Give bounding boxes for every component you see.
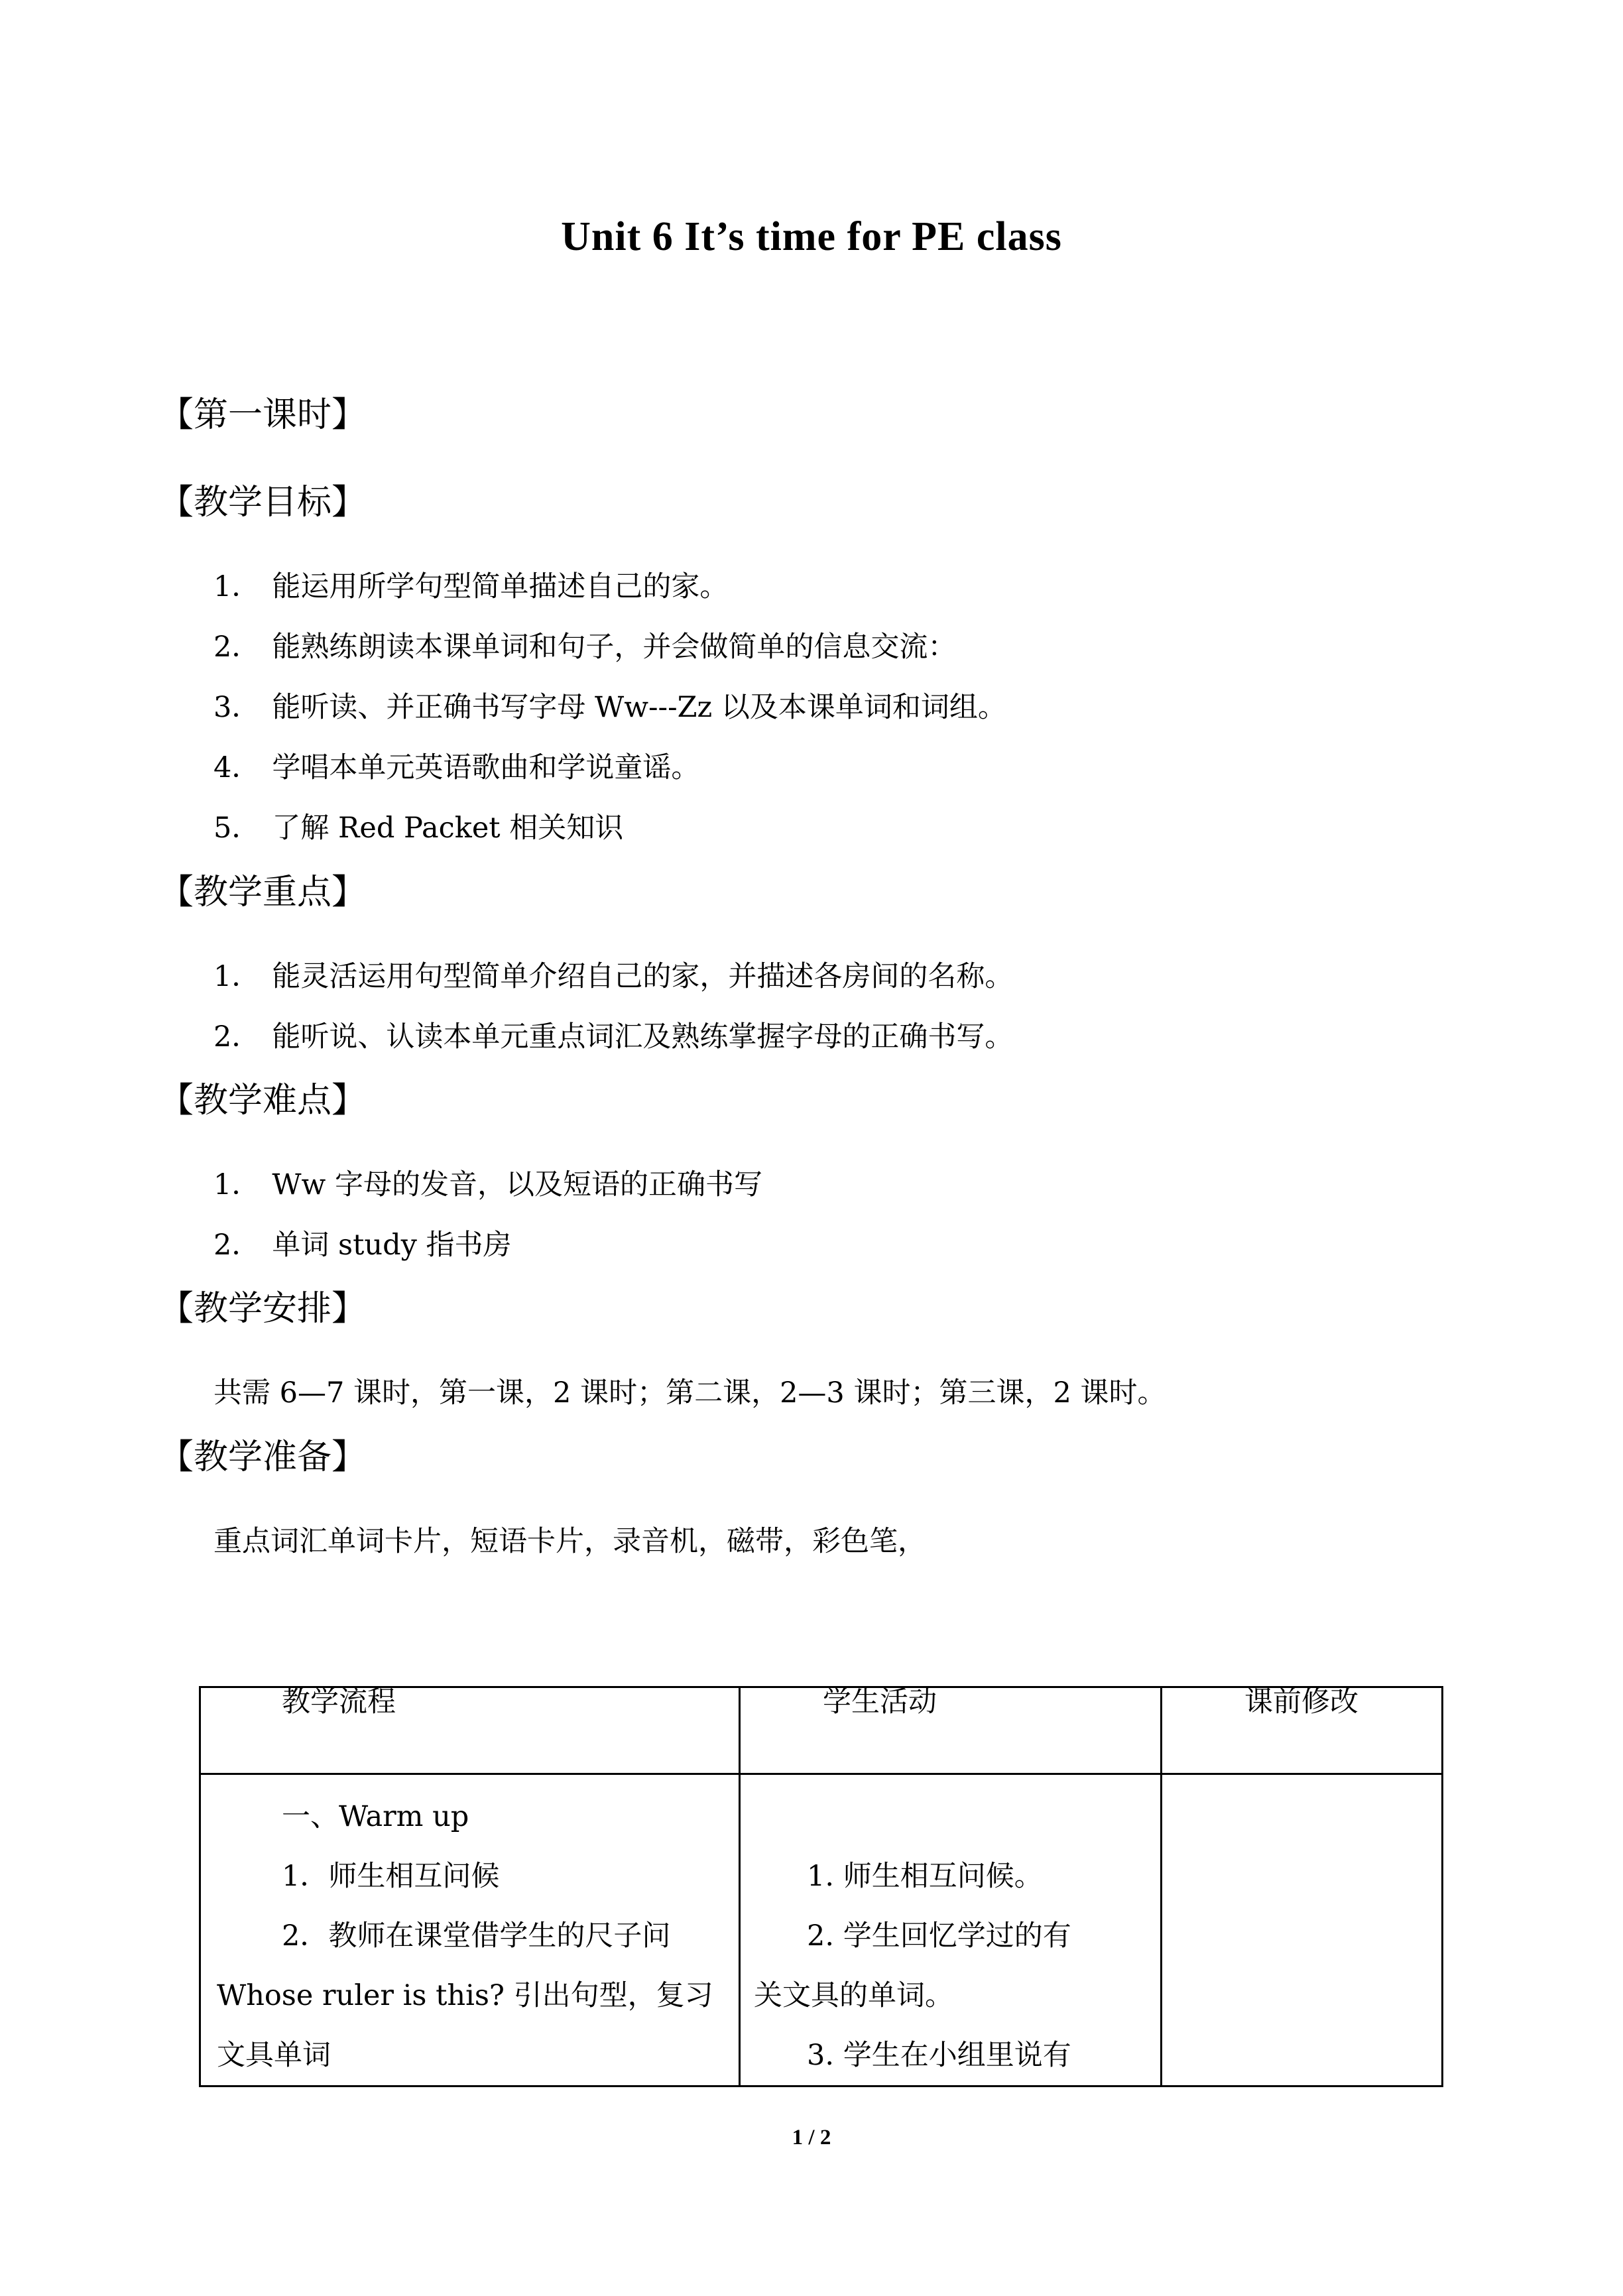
item-text: 能熟练朗读本课单词和句子，并会做简单的信息交流： xyxy=(272,631,957,664)
cell-line: 一、Warm up xyxy=(282,1800,469,1833)
table-row xyxy=(200,1774,1443,2086)
header-student-activity: 学生活动 xyxy=(823,1685,937,1719)
cell-line: 2．教师在课堂借学生的尺子问 xyxy=(282,1919,671,1953)
item-text: Ww 字母的发音，以及短语的正确书写 xyxy=(272,1168,763,1201)
header-cell xyxy=(200,1687,740,1774)
objectives-heading: 【教学目标】 xyxy=(159,483,367,522)
cell-line: 2. 学生回忆学过的有 xyxy=(807,1919,1071,1953)
cell-line: 1．师生相互问候 xyxy=(282,1860,500,1893)
difficulty-item xyxy=(213,1168,763,1201)
document-title: Unit 6 It’s time for PE class xyxy=(561,214,1062,259)
item-text: 了解 Red Packet 相关知识 xyxy=(272,812,624,845)
objective-item xyxy=(213,814,623,843)
cell-line: 文具单词 xyxy=(217,2039,331,2072)
item-text: 学唱本单元英语歌曲和学说童谣。 xyxy=(272,751,700,784)
item-number: 2． xyxy=(213,631,261,664)
item-number: 1． xyxy=(213,570,261,603)
student-activity-cell xyxy=(740,1774,1162,2086)
item-text: 能运用所学句型简单描述自己的家。 xyxy=(272,570,729,603)
page-number: 1 / 2 xyxy=(792,2126,831,2149)
table-header-row xyxy=(200,1687,1443,1774)
teaching-flow-cell xyxy=(200,1774,740,2086)
arrangement-heading: 【教学安排】 xyxy=(159,1289,367,1329)
item-number: 2． xyxy=(213,1020,261,1054)
item-text: 能听说、认读本单元重点词汇及熟练掌握字母的正确书写。 xyxy=(272,1020,1014,1054)
difficulties-heading: 【教学难点】 xyxy=(159,1081,367,1120)
preparation-heading: 【教学准备】 xyxy=(159,1437,367,1477)
difficulty-item xyxy=(213,1231,512,1260)
header-pre-class-revision: 课前修改 xyxy=(1244,1685,1358,1719)
preparation-text: 重点词汇单词卡片，短语卡片，录音机，磁带，彩色笔， xyxy=(213,1525,926,1558)
item-number: 1． xyxy=(213,1168,261,1201)
item-text: 能灵活运用句型简单介绍自己的家，并描述各房间的名称。 xyxy=(272,960,1014,993)
header-cell xyxy=(1162,1687,1443,1774)
cell-line: 3. 学生在小组里说有 xyxy=(807,2039,1071,2072)
item-number: 4． xyxy=(213,751,261,784)
objective-item xyxy=(213,751,700,784)
header-cell xyxy=(740,1687,1162,1774)
pre-class-revision-cell xyxy=(1162,1774,1443,2086)
cell-line: 1. 师生相互问候。 xyxy=(807,1860,1043,1893)
item-number: 2． xyxy=(213,1229,261,1262)
objective-item xyxy=(213,633,956,662)
teaching-flow-table xyxy=(199,1686,1443,2087)
item-text: 能听读、并正确书写字母 Ww---Zz 以及本课单词和词组。 xyxy=(272,691,1006,724)
lesson-heading: 【第一课时】 xyxy=(159,395,367,435)
item-text: 单词 study 指书房 xyxy=(272,1229,512,1262)
arrangement-text: 共需 6—7 课时，第一课，2 课时；第二课，2—3 课时；第三课，2 课时。 xyxy=(213,1376,1166,1410)
key-point-item xyxy=(213,960,1014,993)
cell-line: Whose ruler is this? 引出句型，复习 xyxy=(217,1979,713,2012)
cell-line: 关文具的单词。 xyxy=(754,1979,953,2012)
key-points-heading: 【教学重点】 xyxy=(159,873,367,912)
objective-item xyxy=(213,570,729,603)
item-number: 3． xyxy=(213,691,261,724)
key-point-item xyxy=(213,1020,1014,1054)
header-teaching-flow: 教学流程 xyxy=(282,1685,396,1719)
objective-item xyxy=(213,691,1006,724)
item-number: 1． xyxy=(213,960,261,993)
item-number: 5． xyxy=(213,812,261,845)
